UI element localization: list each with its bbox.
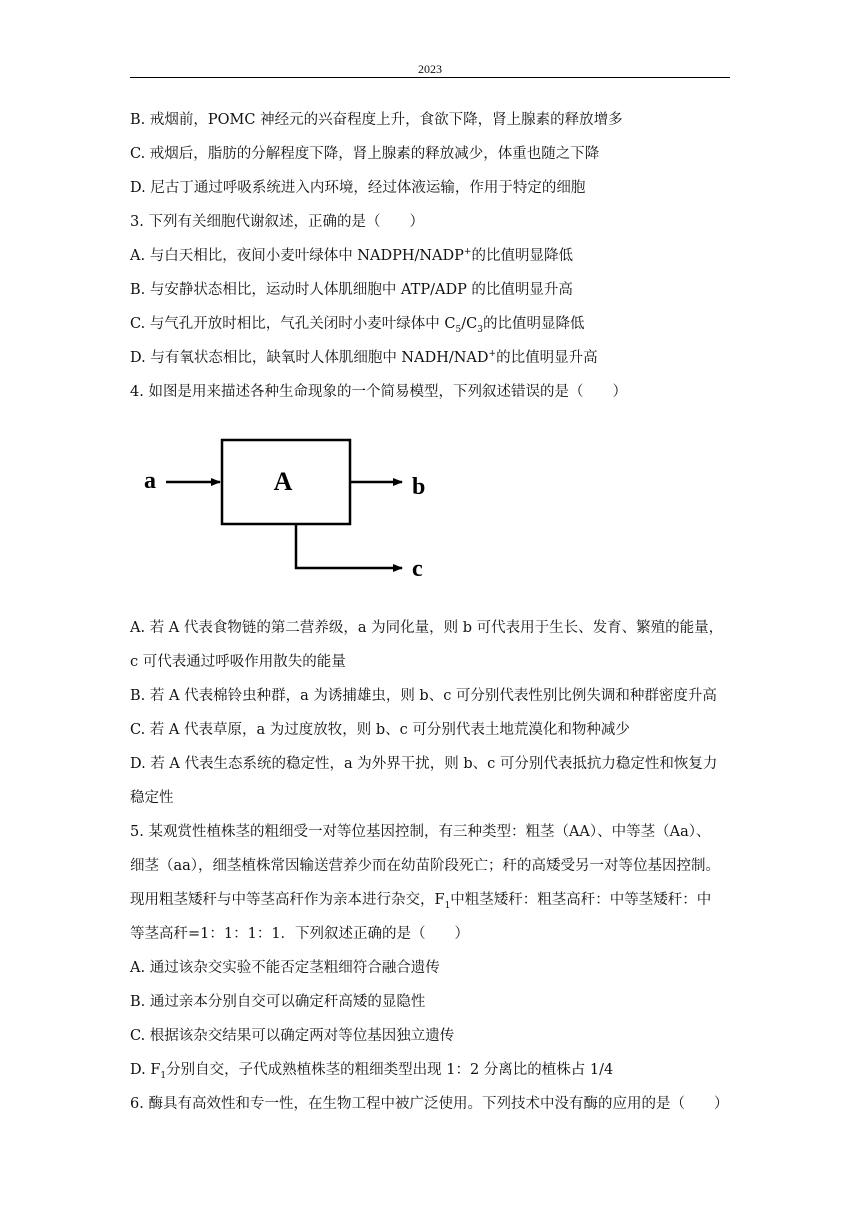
- input-label: a: [144, 468, 156, 494]
- q4-stem: 4. 如图是用来描述各种生命现象的一个简易模型，下列叙述错误的是（ ）: [130, 384, 627, 400]
- q5-option-d: D. $F_1$分别自交，子代成熟植株茎的粗细类型出现 1：2 分离比的植株占 1/4: [130, 1062, 614, 1081]
- q3-stem: 3. 下列有关细胞代谢叙述，正确的是（ ）: [130, 214, 424, 230]
- q2-option-b: B. 戒烟前，POMC 神经元的兴奋程度上升，食欲下降，肾上腺素的释放增多: [130, 112, 623, 128]
- q2-option-d: D. 尼古丁通过呼吸系统进入内环境，经过体液运输，作用于特定的细胞: [130, 180, 586, 196]
- q6-stem: 6. 酶具有高效性和专一性，在生物工程中被广泛使用。下列技术中没有酶的应用的是（ ）: [130, 1096, 729, 1112]
- q3-option-d: D. 与有氧状态相比，缺氧时人体肌细胞中 NADH/NAD+的比值明显升高: [130, 349, 598, 366]
- q4-option-b: B. 若 A 代表棉铃虫种群，a 为诱捕雄虫，则 b、c 可分别代表性别比例失调和种群密度升高: [130, 688, 717, 704]
- q4-option-a-line1: A. 若 A 代表食物链的第二营养级，a 为同化量，则 b 可代表用于生长、发育、繁殖的能量，: [130, 620, 724, 636]
- page-header-year: 2023: [418, 62, 442, 76]
- q3-option-a: A. 与白天相比，夜间小麦叶绿体中 NADPH/NADP+的比值明显降低: [130, 247, 573, 264]
- q5-option-c: C. 根据该杂交结果可以确定两对等位基因独立遗传: [130, 1028, 455, 1044]
- q5-stem-line1: 5. 某观赏性植株茎的粗细受一对等位基因控制，有三种类型：粗茎（AA）、中等茎（Aa）、: [130, 824, 711, 840]
- output-label-c: c: [412, 556, 423, 582]
- q4-option-c: C. 若 A 代表草原，a 为过度放牧，则 b、c 可分别代表土地荒漠化和物种减少: [130, 722, 630, 738]
- model-box-label: A: [273, 467, 293, 496]
- output-arrow-c: [296, 524, 402, 568]
- header-divider: [130, 77, 730, 78]
- q4-option-d-line1: D. 若 A 代表生态系统的稳定性，a 为外界干扰，则 b、c 可分别代表抵抗力稳定性和恢复力: [130, 756, 718, 772]
- output-label-b: b: [412, 474, 426, 500]
- q4-option-a-line2: c 可代表通过呼吸作用散失的能量: [130, 654, 346, 670]
- q5-stem-line2: 细茎（aa），细茎植株常因输送营养少而在幼苗阶段死亡；秆的高矮受另一对等位基因控制。: [130, 858, 721, 874]
- q5-option-b: B. 通过亲本分别自交可以确定秆高矮的显隐性: [130, 994, 426, 1010]
- q4-option-d-line2: 稳定性: [130, 790, 174, 806]
- q2-option-c: C. 戒烟后，脂肪的分解程度下降，肾上腺素的释放减少，体重也随之下降: [130, 146, 600, 162]
- model-diagram: [140, 430, 440, 590]
- q3-option-b: B. 与安静状态相比，运动时人体肌细胞中 ATP/ADP 的比值明显升高: [130, 282, 573, 298]
- q5-option-a: A. 通过该杂交实验不能否定茎粗细符合融合遗传: [130, 960, 440, 976]
- q5-stem-line4: 等茎高秆=1：1：1：1．下列叙述正确的是（ ）: [130, 926, 470, 942]
- q3-option-c: C. 与气孔开放时相比，气孔关闭时小麦叶绿体中 $C_5/C_3$的比值明显降低: [130, 316, 585, 335]
- q5-stem-line3: 现用粗茎矮秆与中等茎高秆作为亲本进行杂交，$F_1$中粗茎矮秆：粗茎高秆：中等茎矮秆：中: [130, 892, 712, 911]
